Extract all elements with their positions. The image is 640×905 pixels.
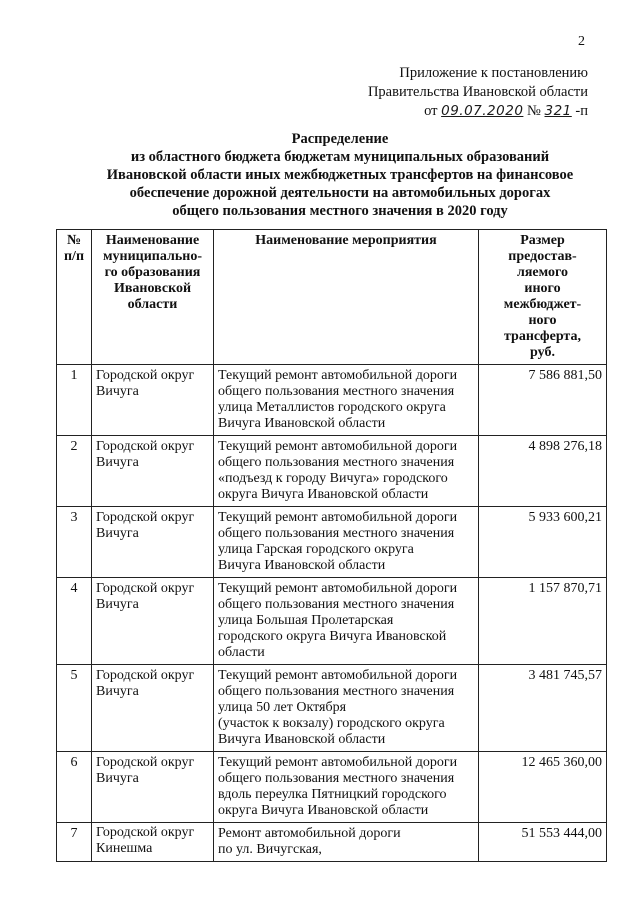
document-title	[80, 130, 600, 220]
row-amount: 1 157 870,71	[479, 578, 607, 665]
title-line: Ивановской области иных межбюджетных трансфертов на финансовое	[106, 167, 574, 183]
handwritten-number: 321	[544, 103, 572, 119]
row-amount: 4 898 276,18	[479, 436, 607, 507]
row-number: 3	[57, 507, 92, 578]
table-row	[57, 665, 607, 752]
appendix-block	[328, 64, 588, 121]
row-municipality: Городской округ Кинешма	[92, 823, 214, 862]
page-number: 2	[578, 34, 585, 49]
appendix-line-1: Приложение к постановлению	[399, 65, 588, 81]
table-row	[57, 365, 607, 436]
header-amount: Размер предостав- ляемого иного межбюджет- ного трансферта, руб.	[479, 230, 607, 365]
row-event: Текущий ремонт автомобильной дороги общего пользования местного значения вдоль переулка Пятницкий городского округа Вичуга Ивановской области	[214, 752, 479, 823]
row-number: 1	[57, 365, 92, 436]
table-header-row	[57, 230, 607, 365]
row-number: 6	[57, 752, 92, 823]
row-municipality: Городской округ Вичуга	[92, 665, 214, 752]
row-event: Текущий ремонт автомобильной дороги общего пользования местного значения улица Гарская городского округа Вичуга Ивановской области	[214, 507, 479, 578]
table-row	[57, 823, 607, 862]
row-amount: 7 586 881,50	[479, 365, 607, 436]
title-line: из областного бюджета бюджетам муниципальных образований	[130, 149, 550, 165]
row-number: 5	[57, 665, 92, 752]
header-event: Наименование мероприятия	[214, 230, 479, 365]
row-amount: 51 553 444,00	[479, 823, 607, 862]
row-number: 4	[57, 578, 92, 665]
title-heading: Распределение	[291, 131, 389, 147]
row-event: Текущий ремонт автомобильной дороги общего пользования местного значения улица Металлистов городского округа Вичуга Ивановской области	[214, 365, 479, 436]
table-row	[57, 436, 607, 507]
handwritten-date: 09.07.2020	[441, 103, 524, 119]
row-municipality: Городской округ Вичуга	[92, 365, 214, 436]
appendix-line-2: Правительства Ивановской области	[367, 84, 588, 100]
row-number: 2	[57, 436, 92, 507]
row-event: Текущий ремонт автомобильной дороги общего пользования местного значения улица Большая Пролетарская городского округа Вичуга Ивановской области	[214, 578, 479, 665]
row-amount: 5 933 600,21	[479, 507, 607, 578]
row-amount: 12 465 360,00	[479, 752, 607, 823]
table-row	[57, 752, 607, 823]
header-municipality: Наименование муниципально- го образования Ивановской области	[92, 230, 214, 365]
row-municipality: Городской округ Вичуга	[92, 507, 214, 578]
row-event: Ремонт автомобильной дороги по ул. Вичугская,	[214, 823, 479, 862]
number-suffix: -п	[575, 103, 588, 119]
row-event: Текущий ремонт автомобильной дороги общего пользования местного значения «подъезд к городу Вичуга» городского округа Вичуга Ивановской области	[214, 436, 479, 507]
distribution-table	[56, 229, 607, 862]
title-line: общего пользования местного значения в 2020 году	[172, 203, 508, 219]
row-event: Текущий ремонт автомобильной дороги общего пользования местного значения улица 50 лет Октября (участок к вокзалу) городского округа Вичуга Ивановской области	[214, 665, 479, 752]
table-row	[57, 578, 607, 665]
from-label: от	[424, 103, 438, 119]
row-municipality: Городской округ Вичуга	[92, 578, 214, 665]
table-row	[57, 507, 607, 578]
row-municipality: Городской округ Вичуга	[92, 752, 214, 823]
appendix-date-line	[328, 102, 588, 121]
header-num: № п/п	[57, 230, 92, 365]
row-municipality: Городской округ Вичуга	[92, 436, 214, 507]
number-label: №	[527, 103, 541, 119]
row-amount: 3 481 745,57	[479, 665, 607, 752]
row-number: 7	[57, 823, 92, 862]
title-line: обеспечение дорожной деятельности на автомобильных дорогах	[129, 185, 551, 201]
